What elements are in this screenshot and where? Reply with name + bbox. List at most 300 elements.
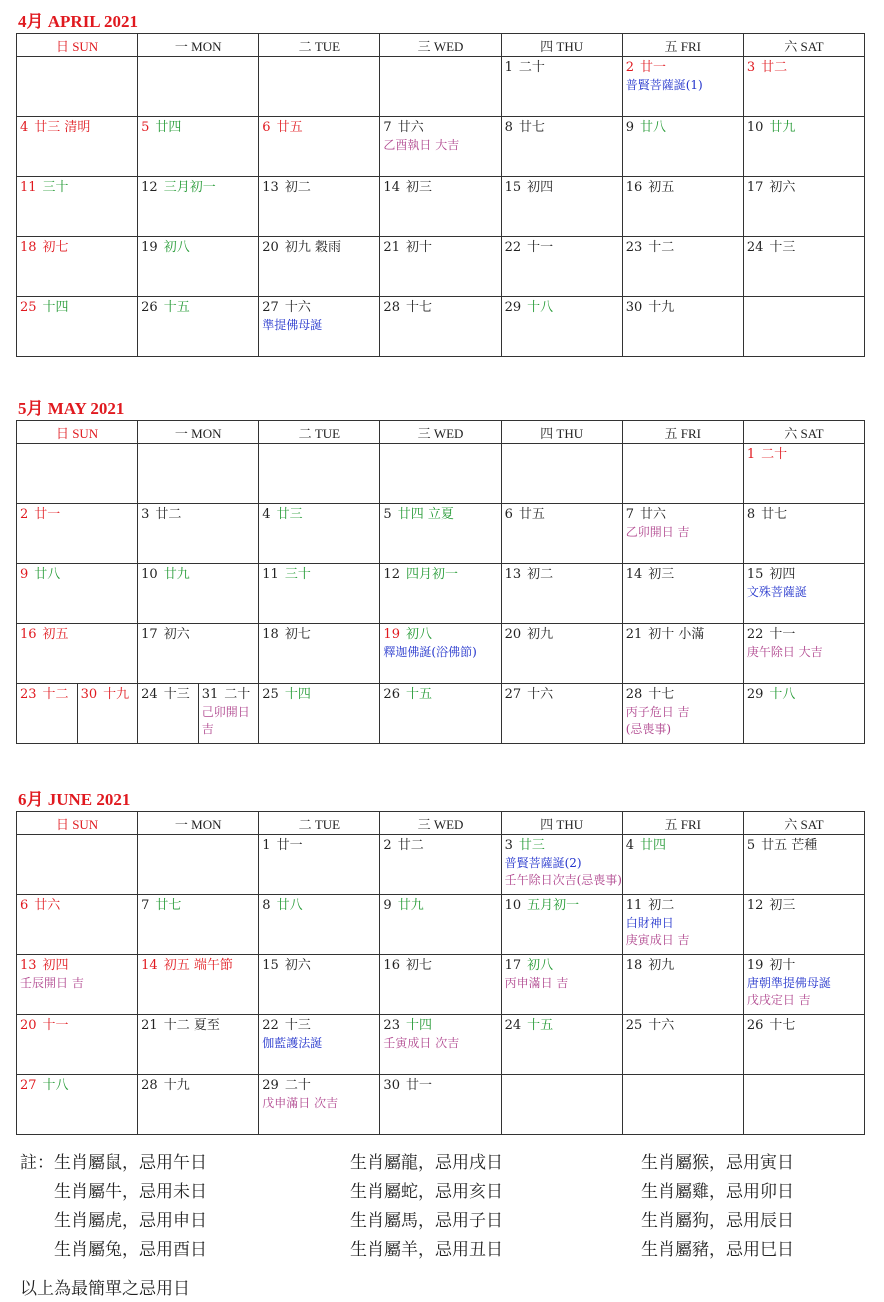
day-number: 13 (20, 958, 37, 973)
day-note: 乙卯開日 吉 (625, 525, 690, 539)
lunar-date: 初十 (405, 240, 432, 255)
day-number: 5 (141, 120, 150, 135)
calendar-april (16, 33, 865, 357)
day-number: 16 (383, 958, 400, 973)
lunar-date: 廿二 (761, 60, 788, 75)
day-cell-content (138, 297, 258, 317)
day-number: 7 (383, 120, 392, 135)
day-number: 3 (141, 507, 150, 522)
note-line: 生肖屬龍，忌用戌日 (350, 1153, 503, 1173)
day-cell-content (380, 564, 500, 584)
day-cell (138, 504, 259, 564)
day-cell-content (17, 1015, 137, 1035)
lunar-date: 廿八 (639, 120, 666, 135)
day-cell (501, 835, 622, 895)
day-cell (259, 624, 380, 684)
month-title-may: 5月 MAY 2021 (18, 399, 125, 418)
day-number: 11 (20, 180, 37, 195)
day-note: 伽藍護法誕 (262, 1036, 323, 1050)
lunar-date: 廿五 (518, 507, 545, 522)
day-number: 18 (262, 627, 279, 642)
note-line: 生肖屬豬，忌用巳日 (641, 1240, 794, 1260)
day-cell-content (502, 117, 622, 137)
lunar-date: 廿六 (397, 120, 424, 135)
day-cell-content (502, 504, 622, 524)
zodiac-notes-col2 (350, 1149, 503, 1265)
day-number: 29 (746, 687, 764, 702)
lunar-date: 初九 穀雨 (284, 240, 341, 255)
lunar-date: 廿四 立夏 (397, 507, 454, 522)
day-cell-content (138, 177, 258, 197)
note-line: 生肖屬虎，忌用申日 (20, 1211, 207, 1231)
day-cell (259, 177, 380, 237)
day-cell (138, 955, 259, 1015)
day-cell-content (199, 684, 259, 738)
day-number: 27 (20, 1078, 37, 1093)
week-row (17, 117, 865, 177)
day-cell-content (380, 955, 500, 975)
day-cell-content (17, 1075, 137, 1095)
day-cell-content (380, 297, 500, 317)
day-number: 16 (625, 180, 643, 195)
lunar-date: 五月初一 (527, 898, 580, 913)
day-cell (501, 684, 622, 744)
note-line: 生肖屬蛇，忌用亥日 (350, 1182, 503, 1202)
day-number: 24 (141, 687, 158, 702)
day-cell (501, 895, 622, 955)
day-cell (380, 444, 501, 504)
week-row (17, 895, 865, 955)
lunar-date: 初二 (284, 180, 311, 195)
day-cell-content (17, 684, 77, 704)
day-cell (259, 955, 380, 1015)
day-note: 丙子危日 吉 (625, 705, 690, 719)
day-number: 1 (504, 60, 513, 75)
day-cell (622, 57, 743, 117)
lunar-date: 三十 (42, 180, 69, 195)
zodiac-notes-col1 (20, 1149, 207, 1265)
day-cell (743, 955, 864, 1015)
day-number: 24 (504, 1018, 522, 1033)
note-line: 註：生肖屬鼠，忌用午日 (20, 1153, 207, 1173)
day-cell (622, 835, 743, 895)
day-cell (17, 444, 138, 504)
day-cell (501, 57, 622, 117)
day-number: 21 (625, 627, 643, 642)
day-cell-content (502, 895, 622, 915)
lunar-date: 十一 (769, 627, 796, 642)
day-number: 17 (504, 958, 522, 973)
day-cell (501, 504, 622, 564)
day-cell (380, 504, 501, 564)
lunar-date: 廿四 (155, 120, 182, 135)
day-cell-content (502, 237, 622, 257)
week-row (17, 684, 865, 744)
lunar-date: 十九 (103, 687, 130, 702)
day-cell (17, 117, 138, 177)
day-cell-content (259, 237, 379, 257)
day-cell (501, 177, 622, 237)
lunar-date: 初四 (527, 180, 554, 195)
day-number: 4 (625, 838, 634, 853)
lunar-date: 十八 (527, 300, 554, 315)
weekday-header: 六 SAT (743, 34, 864, 57)
day-cell-content (623, 504, 743, 541)
day-cell-content (502, 57, 622, 77)
day-number: 28 (141, 1078, 158, 1093)
day-cell (743, 237, 864, 297)
lunar-date: 四月初一 (405, 567, 458, 582)
day-cell-content (138, 895, 258, 915)
day-cell (259, 1075, 380, 1135)
lunar-date: 廿一 (276, 838, 303, 853)
note-line: 生肖屬羊，忌用丑日 (350, 1240, 503, 1260)
lunar-date: 十六 (527, 687, 554, 702)
lunar-date: 廿六 (639, 507, 666, 522)
day-number: 3 (746, 60, 756, 75)
day-number: 10 (746, 120, 764, 135)
day-cell-content (380, 835, 500, 855)
lunar-date: 初九 (648, 958, 675, 973)
day-cell (380, 955, 501, 1015)
lunar-date: 初十 (769, 958, 796, 973)
weekday-header: 二 TUE (259, 34, 380, 57)
lunar-date: 廿七 (761, 507, 788, 522)
day-number: 23 (20, 687, 37, 702)
day-cell-content (78, 684, 138, 704)
day-cell (17, 624, 138, 684)
weekday-header: 三 WED (380, 812, 501, 835)
day-number: 29 (262, 1078, 279, 1093)
day-cell (380, 57, 501, 117)
day-cell (138, 117, 259, 177)
lunar-date: 廿二 (397, 838, 424, 853)
day-cell (138, 1015, 259, 1075)
lunar-date: 十四 (284, 687, 311, 702)
day-cell-content (502, 624, 622, 644)
day-number: 12 (141, 180, 158, 195)
day-cell (380, 1015, 501, 1075)
day-cell (259, 297, 380, 357)
lunar-date: 初八 (405, 627, 432, 642)
lunar-date: 十九 (648, 300, 675, 315)
day-number: 22 (262, 1018, 279, 1033)
lunar-date: 十九 (163, 1078, 190, 1093)
day-cell-content (744, 444, 864, 464)
day-cell (622, 444, 743, 504)
day-note: 壬寅成日 次吉 (383, 1036, 460, 1050)
day-number: 17 (141, 627, 158, 642)
day-number: 21 (141, 1018, 158, 1033)
day-cell (380, 237, 501, 297)
day-note: 普賢菩薩誕(1) (625, 78, 703, 92)
day-number: 5 (746, 838, 756, 853)
day-cell-content (623, 955, 743, 975)
day-number: 10 (141, 567, 158, 582)
week-row (17, 564, 865, 624)
day-cell-content (744, 564, 864, 601)
day-cell (380, 297, 501, 357)
day-number: 6 (262, 120, 271, 135)
day-cell (501, 955, 622, 1015)
week-row (17, 237, 865, 297)
day-cell-content (138, 624, 258, 644)
day-cell-content (259, 117, 379, 137)
day-cell (622, 237, 743, 297)
day-number: 26 (383, 687, 400, 702)
day-cell-content (259, 835, 379, 855)
week-row (17, 624, 865, 684)
day-cell (622, 1075, 743, 1135)
day-number: 1 (746, 447, 756, 462)
day-cell (17, 177, 138, 237)
day-cell (17, 57, 138, 117)
week-row (17, 1015, 865, 1075)
lunar-date: 二十 (518, 60, 545, 75)
day-cell (138, 297, 259, 357)
day-cell (17, 1075, 138, 1135)
day-cell-content (138, 684, 198, 704)
day-cell (380, 624, 501, 684)
day-note: 庚寅成日 吉 (625, 933, 690, 947)
day-cell (17, 504, 138, 564)
day-note: 吉 (201, 722, 214, 736)
day-cell (138, 895, 259, 955)
day-cell (501, 117, 622, 177)
day-cell-content (502, 1015, 622, 1035)
note-line: 生肖屬雞，忌用卯日 (641, 1182, 794, 1202)
day-number: 28 (625, 687, 643, 702)
day-number: 30 (625, 300, 643, 315)
day-cell-content (17, 564, 137, 584)
weekday-header: 日 SUN (17, 812, 138, 835)
lunar-date: 廿二 (155, 507, 182, 522)
day-cell-content (502, 564, 622, 584)
day-cell (380, 117, 501, 177)
lunar-date: 十七 (405, 300, 432, 315)
day-number: 20 (262, 240, 279, 255)
day-note: 丙申滿日 吉 (504, 976, 569, 990)
day-number: 29 (504, 300, 522, 315)
day-number: 2 (20, 507, 29, 522)
day-cell (17, 835, 138, 895)
day-number: 21 (383, 240, 400, 255)
lunar-date: 三月初一 (163, 180, 216, 195)
day-cell-content (259, 564, 379, 584)
day-number: 2 (383, 838, 392, 853)
day-cell-content (744, 177, 864, 197)
day-number: 18 (625, 958, 643, 973)
day-number: 1 (262, 838, 271, 853)
day-note: 庚午除日 大吉 (746, 645, 823, 659)
lunar-date: 初六 (163, 627, 190, 642)
lunar-date: 二十 (284, 1078, 311, 1093)
day-number: 22 (746, 627, 764, 642)
day-number: 13 (504, 567, 522, 582)
day-cell-content (502, 177, 622, 197)
note-line: 生肖屬牛，忌用未日 (20, 1182, 207, 1202)
lunar-date: 廿八 (276, 898, 303, 913)
day-cell-content (259, 1015, 379, 1052)
week-row (17, 955, 865, 1015)
day-cell (622, 895, 743, 955)
day-number: 15 (746, 567, 764, 582)
lunar-date: 二十 (224, 687, 251, 702)
day-cell-content (744, 895, 864, 915)
day-number: 3 (504, 838, 513, 853)
lunar-date: 廿三 (518, 838, 545, 853)
lunar-date: 十五 (527, 1018, 554, 1033)
day-cell-content (380, 895, 500, 915)
lunar-date: 初八 (527, 958, 554, 973)
day-note: 戊戌定日 吉 (746, 993, 811, 1007)
lunar-date: 三十 (284, 567, 311, 582)
day-number: 23 (625, 240, 643, 255)
day-cell-content (744, 237, 864, 257)
zodiac-notes-col3 (641, 1149, 794, 1265)
lunar-date: 初七 (405, 958, 432, 973)
day-cell-content (744, 684, 864, 704)
note-line: 生肖屬猴，忌用寅日 (641, 1153, 794, 1173)
day-cell-content (380, 237, 500, 257)
day-cell (501, 1015, 622, 1075)
day-cell (17, 297, 138, 357)
lunar-date: 廿四 (639, 838, 666, 853)
day-cell (501, 237, 622, 297)
lunar-date: 廿六 (34, 898, 61, 913)
day-number: 20 (20, 1018, 37, 1033)
day-note: 文殊菩薩誕 (746, 585, 807, 599)
day-number: 25 (625, 1018, 643, 1033)
day-cell (17, 237, 138, 297)
day-number: 12 (746, 898, 764, 913)
weekday-header: 二 TUE (259, 812, 380, 835)
month-title-june: 6月 JUNE 2021 (18, 790, 131, 809)
day-cell (259, 835, 380, 895)
day-cell-content (744, 1015, 864, 1035)
day-cell (138, 177, 259, 237)
day-cell (743, 177, 864, 237)
day-cell (743, 297, 864, 357)
day-cell (743, 624, 864, 684)
week-row (17, 1075, 865, 1135)
lunar-date: 初三 (648, 567, 675, 582)
day-cell-content (17, 624, 137, 644)
day-cell-content (502, 955, 622, 992)
day-cell (17, 564, 138, 624)
day-cell (622, 624, 743, 684)
weekday-header: 六 SAT (743, 812, 864, 835)
lunar-date: 廿三 清明 (34, 120, 91, 135)
day-cell-content (259, 624, 379, 644)
lunar-date: 初五 端午節 (163, 958, 233, 973)
day-cell-content (17, 895, 137, 915)
day-cell-content (744, 117, 864, 137)
day-cell-content (623, 57, 743, 94)
day-number: 26 (746, 1018, 764, 1033)
day-number: 10 (504, 898, 522, 913)
day-cell-content (259, 955, 379, 975)
day-cell (380, 835, 501, 895)
lunar-date: 初七 (42, 240, 69, 255)
lunar-date: 十四 (405, 1018, 432, 1033)
lunar-date: 初四 (769, 567, 796, 582)
day-note: 白財神日 (625, 916, 674, 930)
weekday-header: 三 WED (380, 34, 501, 57)
lunar-date: 初九 (527, 627, 554, 642)
lunar-date: 廿七 (518, 120, 545, 135)
day-cell-content (17, 117, 137, 137)
day-cell (259, 504, 380, 564)
lunar-date: 初六 (284, 958, 311, 973)
note-line: 生肖屬馬，忌用子日 (350, 1211, 503, 1231)
lunar-date: 十八 (42, 1078, 69, 1093)
day-number: 25 (262, 687, 279, 702)
day-cell-content (380, 624, 500, 661)
lunar-date: 十四 (42, 300, 69, 315)
day-number: 27 (262, 300, 279, 315)
lunar-date: 初三 (769, 898, 796, 913)
day-number: 11 (625, 898, 643, 913)
lunar-date: 廿九 (769, 120, 796, 135)
day-cell (138, 444, 259, 504)
lunar-date: 廿五 芒種 (761, 838, 818, 853)
lunar-date: 初五 (42, 627, 69, 642)
day-cell (743, 835, 864, 895)
day-cell-content (259, 895, 379, 915)
day-cell-content (744, 835, 864, 855)
weekday-header: 一 MON (138, 812, 259, 835)
day-number: 6 (504, 507, 513, 522)
day-cell-content (138, 117, 258, 137)
day-note: 乙酉執日 大吉 (383, 138, 460, 152)
day-cell-content (744, 504, 864, 524)
day-cell-content (259, 684, 379, 704)
lunar-date: 廿七 (155, 898, 182, 913)
lunar-date: 廿九 (397, 898, 424, 913)
day-number: 7 (625, 507, 634, 522)
day-cell (501, 564, 622, 624)
day-cell-content (623, 895, 743, 949)
day-cell (501, 1075, 622, 1135)
weekday-header: 日 SUN (17, 421, 138, 444)
day-number: 15 (504, 180, 522, 195)
day-cell (259, 684, 380, 744)
day-cell (743, 444, 864, 504)
day-note: 己卯開日 (201, 705, 250, 719)
week-row (17, 177, 865, 237)
day-number: 2 (625, 60, 634, 75)
day-number: 20 (504, 627, 522, 642)
day-cell (259, 444, 380, 504)
day-number: 28 (383, 300, 400, 315)
day-number: 15 (262, 958, 279, 973)
day-cell (17, 955, 138, 1015)
lunar-date: 十一 (527, 240, 554, 255)
day-number: 22 (504, 240, 522, 255)
day-cell-content (623, 684, 743, 738)
day-number: 30 (80, 687, 98, 702)
day-number: 19 (141, 240, 158, 255)
week-row (17, 297, 865, 357)
day-cell (743, 57, 864, 117)
day-cell (138, 1075, 259, 1135)
day-cell-content (138, 237, 258, 257)
day-number: 4 (262, 507, 271, 522)
day-number: 19 (383, 627, 400, 642)
day-cell-content (380, 1075, 500, 1095)
lunar-date: 十五 (405, 687, 432, 702)
